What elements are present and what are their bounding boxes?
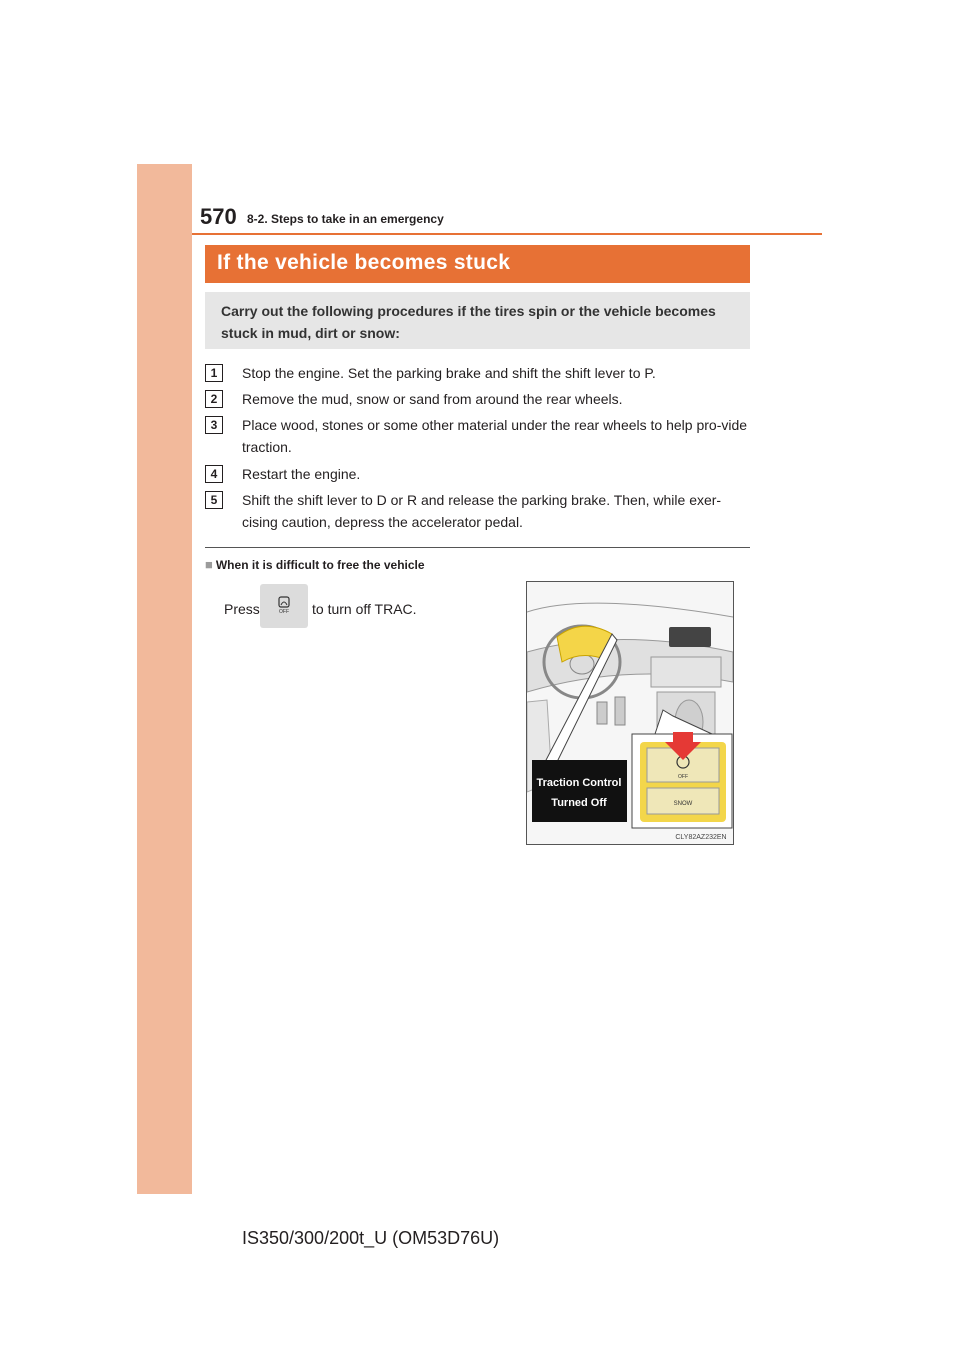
intro-box: Carry out the following procedures if the tires spin or the vehicle becomes stuck in mud, dirt or snow: xyxy=(205,292,750,349)
step-text: Restart the engine. xyxy=(242,466,361,482)
square-bullet-icon: ■ xyxy=(205,557,213,572)
step-number: 2 xyxy=(205,390,223,408)
press-label: Press xyxy=(224,601,260,617)
figure-code: CLY82AZ232EN xyxy=(675,834,727,841)
side-tab-bar xyxy=(137,164,192,1194)
subsection-rule xyxy=(205,547,750,548)
step-text: Stop the engine. Set the parking brake and shift the shift lever to P. xyxy=(242,365,656,381)
step-number: 4 xyxy=(205,465,223,483)
footer-model: IS350/300/200t_U (OM53D76U) xyxy=(242,1228,500,1248)
svg-text:OFF: OFF xyxy=(678,774,688,780)
step-number: 3 xyxy=(205,416,223,434)
step-number: 1 xyxy=(205,364,223,382)
svg-text:OFF: OFF xyxy=(279,609,289,614)
step-text: Place wood, stones or some other material under the rear wheels to help pro-vide traction. xyxy=(242,417,748,455)
display-text-line2: Turned Off xyxy=(551,797,607,809)
step-text: Remove the mud, snow or sand from around the rear wheels. xyxy=(242,391,623,407)
subsection-heading: ■ When it is difficult to free the vehicle xyxy=(205,557,425,572)
dashboard-illustration xyxy=(526,581,734,845)
step-text: Shift the shift lever to D or R and release the parking brake. Then, while exer-cising caution, depress the accelerator pedal. xyxy=(242,492,722,530)
step-number: 5 xyxy=(205,491,223,509)
snow-button-label: SNOW xyxy=(673,801,693,807)
vsc-off-button-icon xyxy=(260,584,308,628)
turn-off-trac-text: to turn off TRAC. xyxy=(312,601,417,617)
section-title: 8-2. Steps to take in an emergency xyxy=(247,212,444,226)
display-text-line1: Traction Control xyxy=(536,777,622,789)
page-number: 570 xyxy=(200,204,237,229)
heading-bar: If the vehicle becomes stuck xyxy=(205,245,750,283)
header-rule xyxy=(192,233,822,235)
